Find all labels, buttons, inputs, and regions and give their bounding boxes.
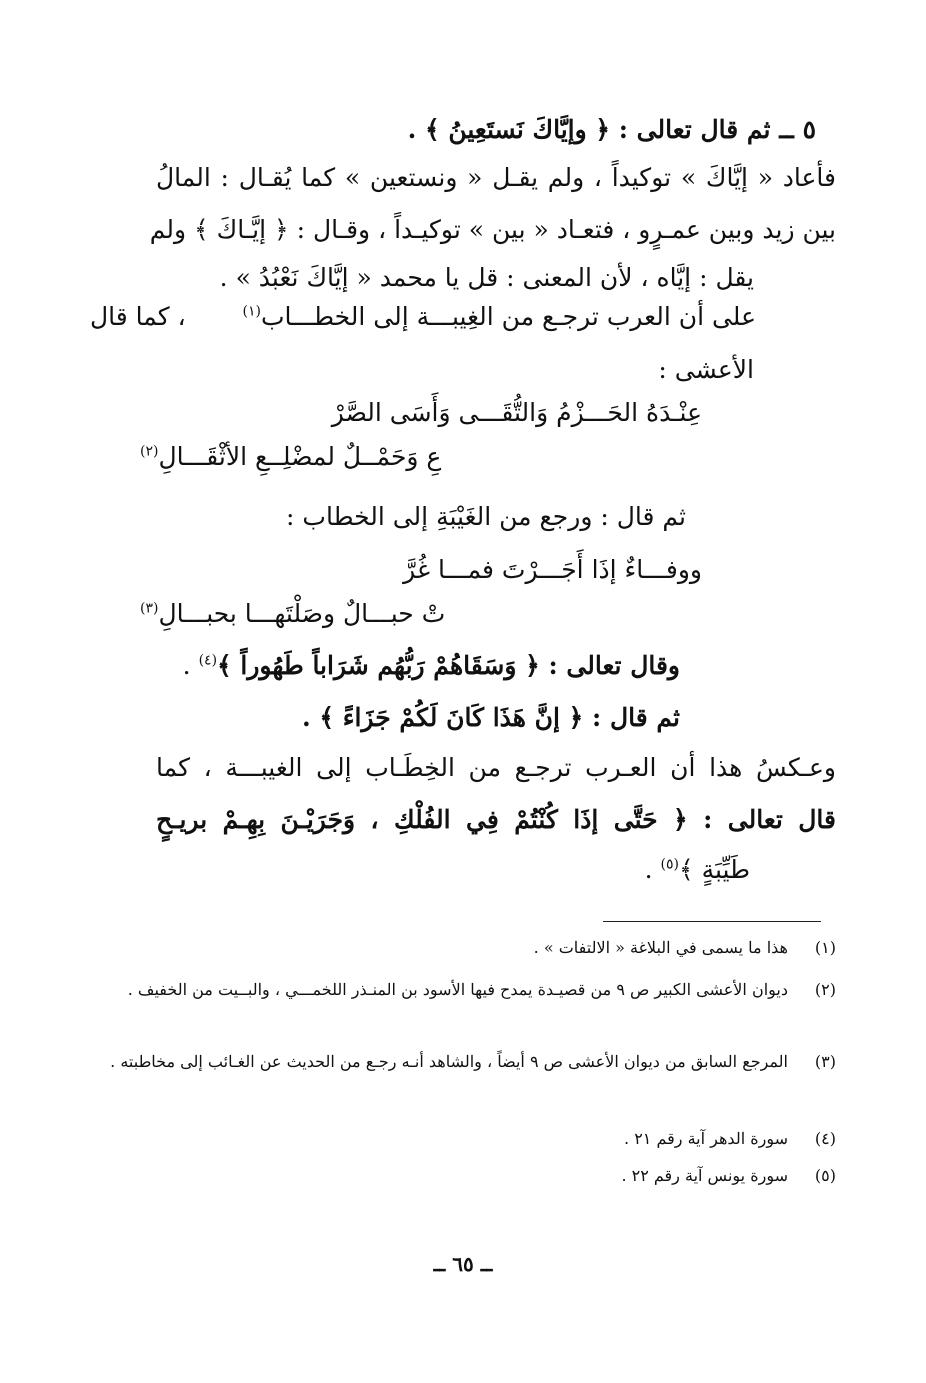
footnote-number: (٣) — [814, 1052, 836, 1071]
quote-line-1-text: وقال تعالى : ﴿ وَسَقَاهُمْ رَبُّهُم شَرَاباً طَهُوراً ﴾ — [217, 651, 680, 680]
body-line-3: يقل : إيَّاه ، لأن المعنى : قل يا محمد « إيَّاكَ نَعْبُدُ » . — [219, 263, 754, 292]
verse-1-hemistich-2-wrap — [140, 437, 441, 477]
body-line-4-end: ، كما قال — [90, 302, 186, 331]
footnote-number: (٤) — [814, 1129, 836, 1148]
footnote-number: (٥) — [814, 1166, 836, 1185]
footnote-separator — [603, 921, 821, 922]
transition-line: ثم قال : ورجع من الغَيْبَةِ إلى الخطاب : — [286, 502, 686, 531]
footnote-text: ديوان الأعشى الكبير ص ٩ من قصيـدة يمدح فيها الأسود بن المنـذر اللخمـــي ، والبــيت من الخفيف . — [127, 980, 788, 999]
body-line-1: فأعاد « إيَّاكَ » توكيداً ، ولم يقـل « ونستعين » كما يُقـال : المالُ — [156, 163, 836, 192]
quote-line-3-end: طَيِّبَةٍ ﴾$^{(٥)}$ . — [644, 855, 750, 884]
body-line-5: الأعشى : — [658, 355, 754, 384]
footnote-text: سورة يونس آية رقم ٢٢ . — [621, 1166, 788, 1185]
verse-1-hemistich-2: عِ وَحَمْــلٌ لمضْلِــعِ الأثْقَـــالِ — [158, 442, 442, 471]
footnote-3 — [91, 1046, 836, 1078]
footnote-mark-2: (٢) — [140, 443, 159, 460]
footnote-mark-3: (٣) — [140, 600, 159, 617]
footnote-1 — [91, 932, 836, 964]
quote-line-3: قال تعالى : ﴿ حَتَّى إذَا كُنْتُمْ فِي الفُلْكِ ، وَجَرَيْـنَ بِهِـمْ بريـحٍ — [156, 805, 836, 834]
verse-2-hemistich-2-wrap — [140, 594, 445, 634]
body-line-6: وعـكسُ هذا أن العـرب ترجـع من الخِطَـاب إلى الغيبـــة ، كما — [156, 753, 836, 782]
body-line-4 — [243, 297, 756, 337]
section-heading-5: ٥ ــ ثم قال تعالى : ﴿ وإيَّاكَ نَستَعِينُ ﴾ . — [407, 115, 816, 144]
page-number: ــ ٦٥ ــ — [433, 1252, 493, 1276]
footnote-4 — [91, 1123, 836, 1155]
footnote-text: المرجع السابق من ديوان الأعشى ص ٩ أيضاً ، والشاهد أنـه رجـع من الحديث عن الغـائب إلى مخاطبته . — [110, 1052, 788, 1071]
footnote-mark-5: (٥) — [660, 856, 680, 873]
footnote-number: (١) — [814, 938, 836, 957]
body-line-2: بين زيد وبين عمـرٍو ، فتعـاد « بين » توكيـداً ، وقـال : ﴿ إيَّـاكَ ﴾ ولم — [149, 215, 836, 244]
footnote-mark-4: (٤) — [198, 652, 218, 669]
footnote-5 — [91, 1160, 836, 1192]
footnote-text: سورة الدهر آية رقم ٢١ . — [624, 1129, 788, 1148]
body-line-4-text: على أن العرب ترجـع من الغِيبـــة إلى الخطـــاب — [261, 302, 756, 331]
quote-line-3-end-text: طَيِّبَةٍ ﴾ — [679, 855, 750, 884]
quote-line-2: ثم قال : ﴿ إنَّ هَذَا كَانَ لَكُمْ جَزَاءً ﴾ . — [301, 703, 680, 732]
verse-2-hemistich-2: تْ حبـــالٌ وصَلْتَهـــا بحبـــالِ — [158, 599, 446, 628]
footnote-number: (٢) — [814, 980, 836, 999]
verse-1-hemistich-1: عِنْـدَهُ الحَـــزْمُ وَالتُّقَـــى وَأَسَى الصَّرْ — [331, 398, 702, 427]
verse-2-hemistich-1: ووفـــاءٌ إذَا أَجَـــرْتَ فمـــا غُرَّ — [403, 555, 702, 584]
footnote-2 — [91, 974, 836, 1006]
footnote-mark-1: (١) — [242, 303, 261, 320]
footnote-text: هذا ما يسمى في البلاغة « الالتفات » . — [533, 938, 788, 957]
quote-line-1: وقال تعالى : ﴿ وَسَقَاهُمْ رَبُّهُم شَرَاباً طَهُوراً ﴾$^{(٤)}$ . — [182, 651, 680, 680]
